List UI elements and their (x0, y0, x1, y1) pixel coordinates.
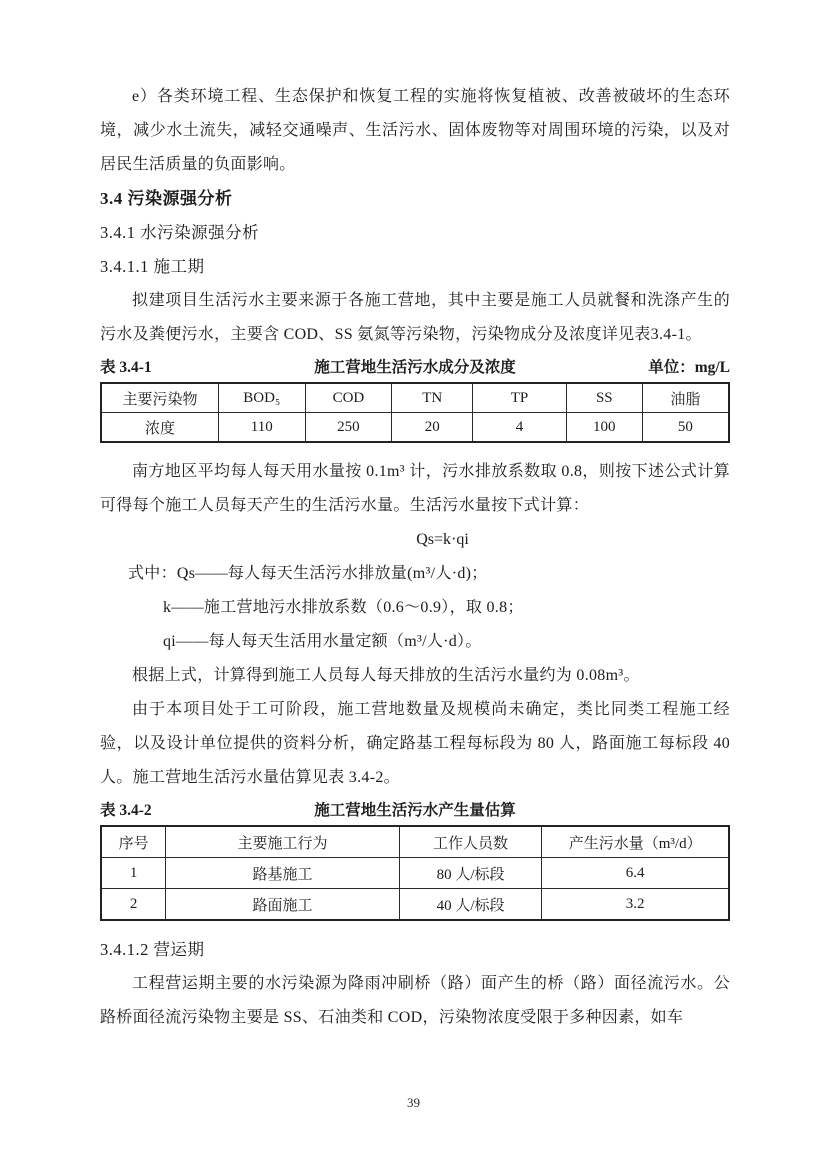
value-cell: 3.2 (542, 889, 729, 921)
table-row (101, 889, 729, 921)
paragraph-result: 根据上式，计算得到施工人员每人每天排放的生活污水量约为 0.08m³。 (132, 667, 640, 684)
heading-3-4-1: 3.4.1 水污染源强分析 (100, 223, 260, 242)
table-3-4-1-label: 表 3.4-1 (100, 359, 152, 376)
table-3-4-2-title: 施工营地生活污水产生量估算 (314, 802, 516, 819)
definition-qs: 式中：Qs——每人每天生活污水排放量(m³/人·d)； (128, 565, 488, 582)
page-number: 39 (407, 1095, 420, 1110)
header-cell: BOD₅ (218, 383, 305, 413)
header-cell: 主要污染物 (101, 383, 218, 413)
value-cell: 路基施工 (166, 858, 400, 889)
paragraph-operation-period: 工程营运期主要的水污染源为降雨冲刷桥（路）面产生的桥（路）面径流污水。公路桥面径流污染物主要是 SS、石油类和 COD，污染物浓度受限于多种因素，如车 (100, 975, 730, 1026)
header-cell: TN (392, 383, 473, 413)
heading-3-4: 3.4 污染源强分析 (100, 189, 233, 208)
definition-k: k——施工营地污水排放系数（0.6～0.9），取 0.8； (163, 599, 524, 616)
header-cell: 工作人员数 (399, 826, 542, 858)
table-3-4-1 (100, 382, 730, 443)
header-cell: TP (473, 383, 567, 413)
value-cell: 100 (566, 413, 642, 443)
header-cell: 油脂 (642, 383, 729, 413)
header-cell: COD (305, 383, 392, 413)
formula-qs: Qs=k·qi (416, 531, 469, 548)
table-3-4-2 (100, 825, 730, 921)
paragraph-env-measures: e）各类环境工程、生态保护和恢复工程的实施将恢复植被、改善被破坏的生态环境，减少水土流失，减轻交通噪声、生活污水、固体废物等对周围环境的污染，以及对居民生活质量的负面影响。 (100, 88, 730, 173)
table-3-4-2-caption (100, 797, 730, 825)
paragraph-wastewater-intro: 拟建项目生活污水主要来源于各施工营地，其中主要是施工人员就餐和洗涤产生的污水及粪便污水，主要含 COD、SS 氨氮等污染物，污染物成分及浓度详见表3.4-1。 (100, 292, 730, 343)
header-cell: 主要施工行为 (166, 826, 400, 858)
value-cell: 6.4 (542, 858, 729, 889)
table-3-4-1-caption (100, 354, 730, 382)
table-3-4-1-header-row (101, 383, 729, 413)
value-cell: 2 (101, 889, 166, 921)
value-cell: 40 人/标段 (399, 889, 542, 921)
paragraph-water-usage: 南方地区平均每人每天用水量按 0.1m³ 计，污水排放系数取 0.8，则按下述公式计算可得每个施工人员每天产生的生活污水量。生活污水量按下式计算： (100, 463, 730, 514)
value-cell: 4 (473, 413, 567, 443)
table-3-4-2-label: 表 3.4-2 (100, 802, 152, 819)
heading-3-4-1-1: 3.4.1.1 施工期 (100, 257, 205, 276)
value-cell: 路面施工 (166, 889, 400, 921)
value-cell: 20 (392, 413, 473, 443)
table-3-4-1-title: 施工营地生活污水成分及浓度 (314, 359, 516, 376)
header-cell: 产生污水量（m³/d） (542, 826, 729, 858)
header-cell: 序号 (101, 826, 166, 858)
table-3-4-2-header-row (101, 826, 729, 858)
row-label-cell: 浓度 (101, 413, 218, 443)
table-3-4-1-data-row (101, 413, 729, 443)
definition-qi: qi——每人每天生活用水量定额（m³/人·d）。 (163, 633, 482, 650)
value-cell: 110 (218, 413, 305, 443)
value-cell: 80 人/标段 (399, 858, 542, 889)
value-cell: 250 (305, 413, 392, 443)
spacer (100, 921, 730, 933)
table-row (101, 858, 729, 889)
value-cell: 1 (101, 858, 166, 889)
spacer (100, 443, 730, 455)
header-cell: SS (566, 383, 642, 413)
value-cell: 50 (642, 413, 729, 443)
table-3-4-1-unit: 单位：mg/L (648, 359, 730, 376)
paragraph-camp-scale: 由于本项目处于工可阶段，施工营地数量及规模尚未确定，类比同类工程施工经验，以及设计单位提供的资料分析，确定路基工程每标段为 80 人，路面施工每标段 40 人。施工营地生活污水量估算见表 3.4-2。 (100, 701, 730, 786)
heading-3-4-1-2: 3.4.1.2 营运期 (100, 940, 205, 959)
